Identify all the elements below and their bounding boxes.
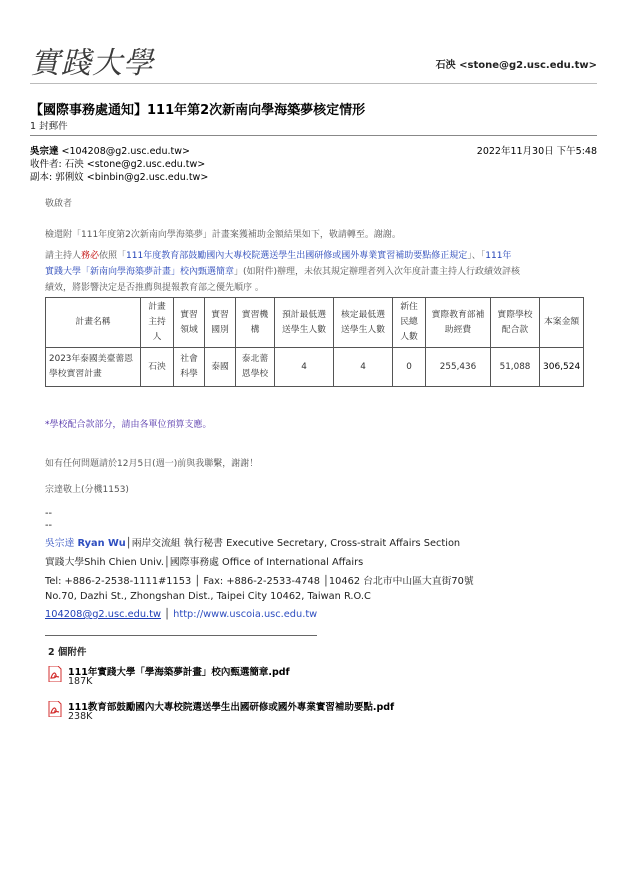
instruction-text: 依照「 <box>99 251 127 261</box>
link-separator: │ <box>164 609 171 620</box>
signature-title: │兩岸交流組 執行秘書 Executive Secretary, Cross-strait Affairs Section <box>125 538 461 549</box>
sender-name: 吳宗達 <box>30 146 59 157</box>
program-title: 實踐大學「新南向學海築夢計畫」校內甄選簡章 <box>45 267 235 277</box>
emphasis-text: 務必 <box>81 251 100 261</box>
recipient-line <box>30 156 205 170</box>
message-count: 1 封郵件 <box>30 121 68 132</box>
greeting: 敬啟者 <box>45 199 73 209</box>
signature-name-zh: 吳宗達 <box>45 538 75 549</box>
cc-line <box>30 169 208 183</box>
cc-label: 副本: <box>30 172 53 183</box>
table-header: 實習領域 <box>174 298 205 348</box>
table-header: 新住民總人數 <box>393 298 426 348</box>
regulation-title: 111年度教育部鼓勵國內大專校院選送學生出國研修或國外專業實習補助要點修正規定 <box>126 251 468 261</box>
attachments-title: 2 個附件 <box>48 647 87 658</box>
email-link[interactable]: 104208@g2.usc.edu.tw <box>45 609 161 620</box>
attachment-item[interactable] <box>48 664 528 696</box>
sent-date: 2022年11月30日 下午5:48 <box>476 146 597 157</box>
subsidy-table <box>45 297 584 387</box>
signoff: 宗達敬上(分機1153) <box>45 485 129 495</box>
cc-value: 郭俐妏 <binbin@g2.usc.edu.tw> <box>55 172 209 183</box>
instruction-paragraph <box>45 248 590 296</box>
table-cell: 0 <box>393 348 426 387</box>
instruction-text: 績效，將影響決定是否推薦與提報教育部之優先順序 。 <box>45 283 264 293</box>
signature-address: No.70, Dazhi St., Zhongshan Dist., Taipei City 10462, Taiwan R.O.C <box>45 591 371 602</box>
budget-note: *學校配合款部分，請由各單位預算支應。 <box>45 420 212 430</box>
table-cell: 306,524 <box>540 348 584 387</box>
intro-paragraph: 檢還附「111年度第2次新南向學海築夢」計畫案獲補助金額結果如下，敬請轉至。謝謝。 <box>45 230 401 240</box>
divider <box>30 135 597 136</box>
table-header: 實習國別 <box>205 298 236 348</box>
table-header-row <box>46 298 584 348</box>
table-cell: 2023年泰國美臺薷恩學校實習計畫 <box>46 348 141 387</box>
table-cell: 4 <box>334 348 393 387</box>
table-cell: 社會科學 <box>174 348 205 387</box>
signature-links <box>45 609 317 620</box>
instruction-text: 」、「 <box>467 251 486 261</box>
signature-separator: -- <box>45 520 53 531</box>
table-row <box>46 348 584 387</box>
pdf-icon <box>48 666 62 682</box>
attachment-name[interactable]: 111教育部鼓勵國內大專校院選送學生出國研修或國外專業實習補助要點.pdf <box>68 702 395 713</box>
signature-line <box>45 535 460 549</box>
table-header: 計畫名稱 <box>46 298 141 348</box>
account-label: 石泱 <stone@g2.usc.edu.tw> <box>435 60 597 71</box>
table-header: 實際教育部補助經費 <box>426 298 491 348</box>
contact-line: 如有任何問題請於12月5日(週一)前與我聯繫，謝謝！ <box>45 459 259 469</box>
university-logo: 實踐大學 <box>30 46 154 81</box>
attachment-size: 238K <box>68 711 93 722</box>
attachment-item[interactable] <box>48 699 528 731</box>
sender-line <box>30 143 190 157</box>
table-header: 核定最低選送學生人數 <box>334 298 393 348</box>
table-header: 實習機構 <box>236 298 275 348</box>
divider <box>45 635 317 636</box>
divider <box>30 83 597 84</box>
table-cell: 泰國 <box>205 348 236 387</box>
table-cell: 255,436 <box>426 348 491 387</box>
table-cell: 泰北薷恩學校 <box>236 348 275 387</box>
signature-name-en: Ryan Wu <box>77 538 126 549</box>
table-header: 實際學校配合款 <box>491 298 540 348</box>
instruction-text: 請主持人 <box>45 251 82 261</box>
to-label: 收件者: <box>30 159 62 170</box>
table-header: 預計最低選送學生人數 <box>275 298 334 348</box>
table-cell: 4 <box>275 348 334 387</box>
signature-separator: -- <box>45 508 53 519</box>
to-value: 石泱 <stone@g2.usc.edu.tw> <box>64 159 206 170</box>
attachment-size: 187K <box>68 676 93 687</box>
pdf-icon <box>48 701 62 717</box>
table-cell: 石泱 <box>141 348 174 387</box>
table-cell: 51,088 <box>491 348 540 387</box>
program-title: 111年 <box>485 251 512 261</box>
attachment-name[interactable]: 111年實踐大學「學海築夢計畫」校內甄選簡章.pdf <box>68 667 290 678</box>
table-header: 本案金額 <box>540 298 584 348</box>
sender-address: <104208@g2.usc.edu.tw> <box>61 146 190 157</box>
table-header: 計畫主持人 <box>141 298 174 348</box>
signature-line: Tel: +886-2-2538-1111#1153 │ Fax: +886-2-2533-4748 │10462 台北市中山區大直街70號 <box>45 576 474 587</box>
signature-line: 實踐大學Shih Chien Univ.│國際事務處 Office of International Affairs <box>45 557 364 568</box>
email-subject: 【國際事務處通知】111年第2次新南向學海築夢核定情形 <box>30 103 366 118</box>
website-link[interactable]: http://www.uscoia.usc.edu.tw <box>173 609 318 620</box>
instruction-text: 」(如附件)辦理，未依其規定辦理者列入次年度計畫主持人行政績效評核 <box>234 267 521 277</box>
